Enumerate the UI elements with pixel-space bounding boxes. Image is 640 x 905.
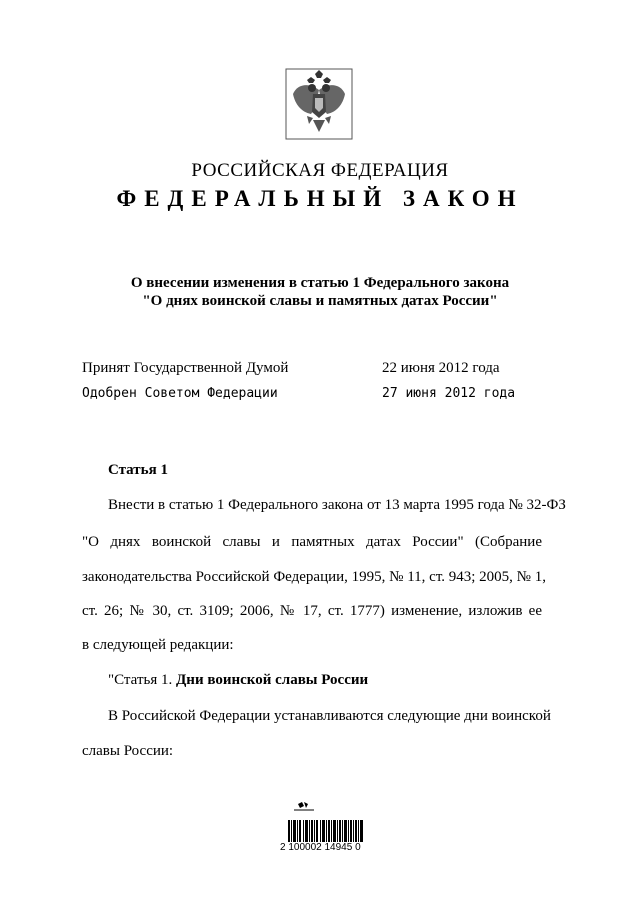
article-line-3: законодательства Российской Федерации, 1995, № 11, ст. 943; 2005, № 1, <box>82 569 546 585</box>
body-line-2: славы России: <box>82 743 174 759</box>
quoted-article-prefix: "Статья 1. <box>108 672 173 688</box>
quoted-article-title: Дни воинской славы России <box>175 672 369 688</box>
law-type-heading: ФЕДЕРАЛЬНЫЙ ЗАКОН <box>116 186 524 211</box>
adoption-label: Принят Государственной Думой <box>82 360 289 376</box>
body-line-1: В Российской Федерации устанавливаются следующие дни воинской <box>108 708 551 724</box>
barcode-number: 2 100002 14945 0 <box>280 842 361 853</box>
article-line-5: в следующей редакции: <box>82 637 234 653</box>
quoted-article-heading <box>108 672 368 689</box>
adoption-row-duma <box>82 360 522 377</box>
law-title-line-1: О внесении изменения в статью 1 Федерального закона <box>130 275 510 291</box>
country-name: РОССИЙСКАЯ ФЕДЕРАЦИЯ <box>191 160 449 181</box>
adoption-label: Одобрен Советом Федерации <box>82 386 278 401</box>
article-line-1: Внести в статью 1 Федерального закона от 13 марта 1995 года № 32-ФЗ <box>108 497 566 513</box>
adoption-date: 27 июня 2012 года <box>382 386 516 401</box>
article-line-2: "О днях воинской славы и памятных датах России" (Собрание <box>82 534 542 550</box>
article-heading: Статья 1 <box>108 462 168 478</box>
coat-of-arms-emblem <box>285 68 353 140</box>
adoption-date: 22 июня 2012 года <box>382 360 500 376</box>
article-line-4: ст. 26; № 30, ст. 3109; 2006, № 17, ст. 1777) изменение, изложив ее <box>82 603 542 619</box>
adoption-row-council <box>82 386 522 401</box>
law-title <box>0 274 640 310</box>
law-title-line-2: "О днях воинской славы и памятных датах России" <box>142 293 498 309</box>
